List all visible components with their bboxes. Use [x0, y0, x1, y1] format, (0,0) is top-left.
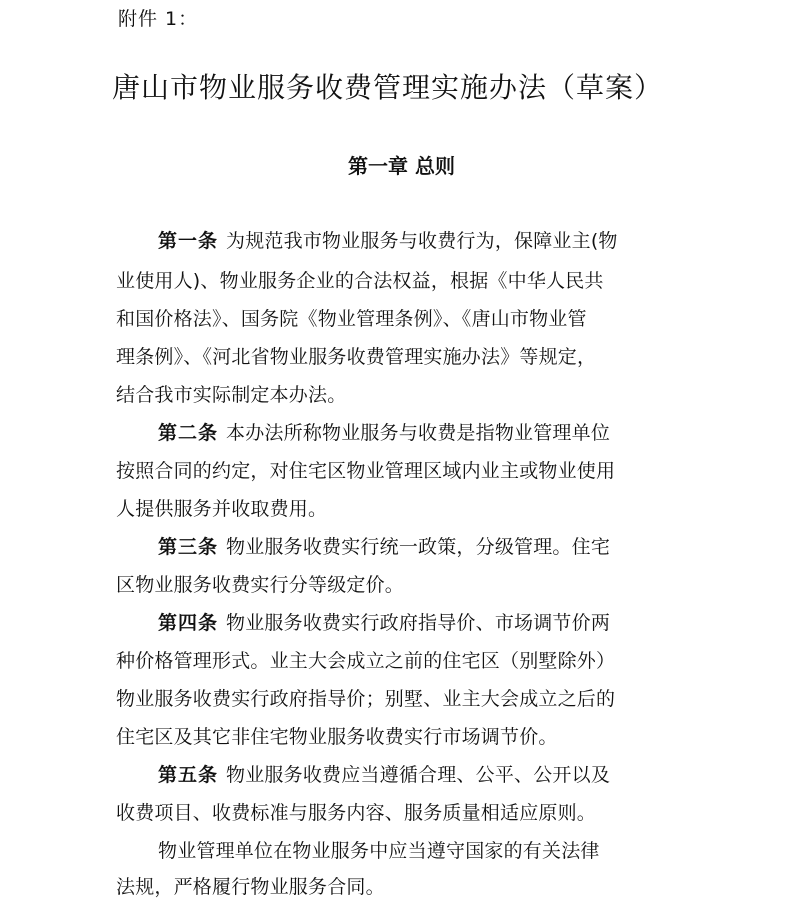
- article-1-line-1: 第一条 为规范我市物业服务与收费行为，保障业主(物: [158, 230, 618, 252]
- closing-line-1: 物业管理单位在物业服务中应当遵守国家的有关法律: [158, 840, 600, 862]
- article-3-label: 第三条: [158, 536, 219, 558]
- article-2-line-3: 人提供服务并收取费用。: [116, 498, 328, 520]
- article-2-line-2: 按照合同的约定，对住宅区物业管理区域内业主或物业使用: [116, 460, 616, 482]
- article-1-label: 第一条: [158, 230, 219, 252]
- article-4-label: 第四条: [158, 612, 219, 634]
- article-3-line-1: 第三条 物业服务收费实行统一政策，分级管理。住宅: [158, 536, 611, 558]
- document-title: 唐山市物业服务收费管理实施办法（草案）: [112, 71, 664, 104]
- attachment-label: 附件 1：: [118, 8, 199, 30]
- closing-line-2: 法规，严格履行物业服务合同。: [116, 876, 385, 898]
- article-4-line-1: 第四条 物业服务收费实行政府指导价、市场调节价两: [158, 612, 611, 634]
- article-1-line-3: 和国价格法》、国务院《物业管理条例》、《唐山市物业管: [116, 308, 587, 330]
- article-5-line-1: 第五条 物业服务收费应当遵循合理、公平、公开以及: [158, 764, 611, 786]
- article-4-line-4: 住宅区及其它非住宅物业服务收费实行市场调节价。: [116, 726, 558, 748]
- article-2-label: 第二条: [158, 422, 219, 444]
- article-1-line-2: 业使用人)、物业服务企业的合法权益，根据《中华人民共: [116, 270, 604, 292]
- article-5-line-2: 收费项目、收费标准与服务内容、服务质量相适应原则。: [116, 802, 597, 824]
- chapter-heading: 第一章 总则: [348, 154, 455, 178]
- article-4-line-3: 物业服务收费实行政府指导价；别墅、业主大会成立之后的: [116, 688, 616, 710]
- article-3-line-2: 区物业服务收费实行分等级定价。: [116, 574, 405, 596]
- article-1-line-5: 结合我市实际制定本办法。: [116, 384, 347, 406]
- article-5-label: 第五条: [158, 764, 219, 786]
- article-1-line-4: 理条例》、《河北省物业服务收费管理实施办法》等规定，: [116, 346, 597, 368]
- article-4-line-2: 种价格管理形式。业主大会成立之前的住宅区（别墅除外）: [116, 650, 616, 672]
- article-2-line-1: 第二条 本办法所称物业服务与收费是指物业管理单位: [158, 422, 611, 444]
